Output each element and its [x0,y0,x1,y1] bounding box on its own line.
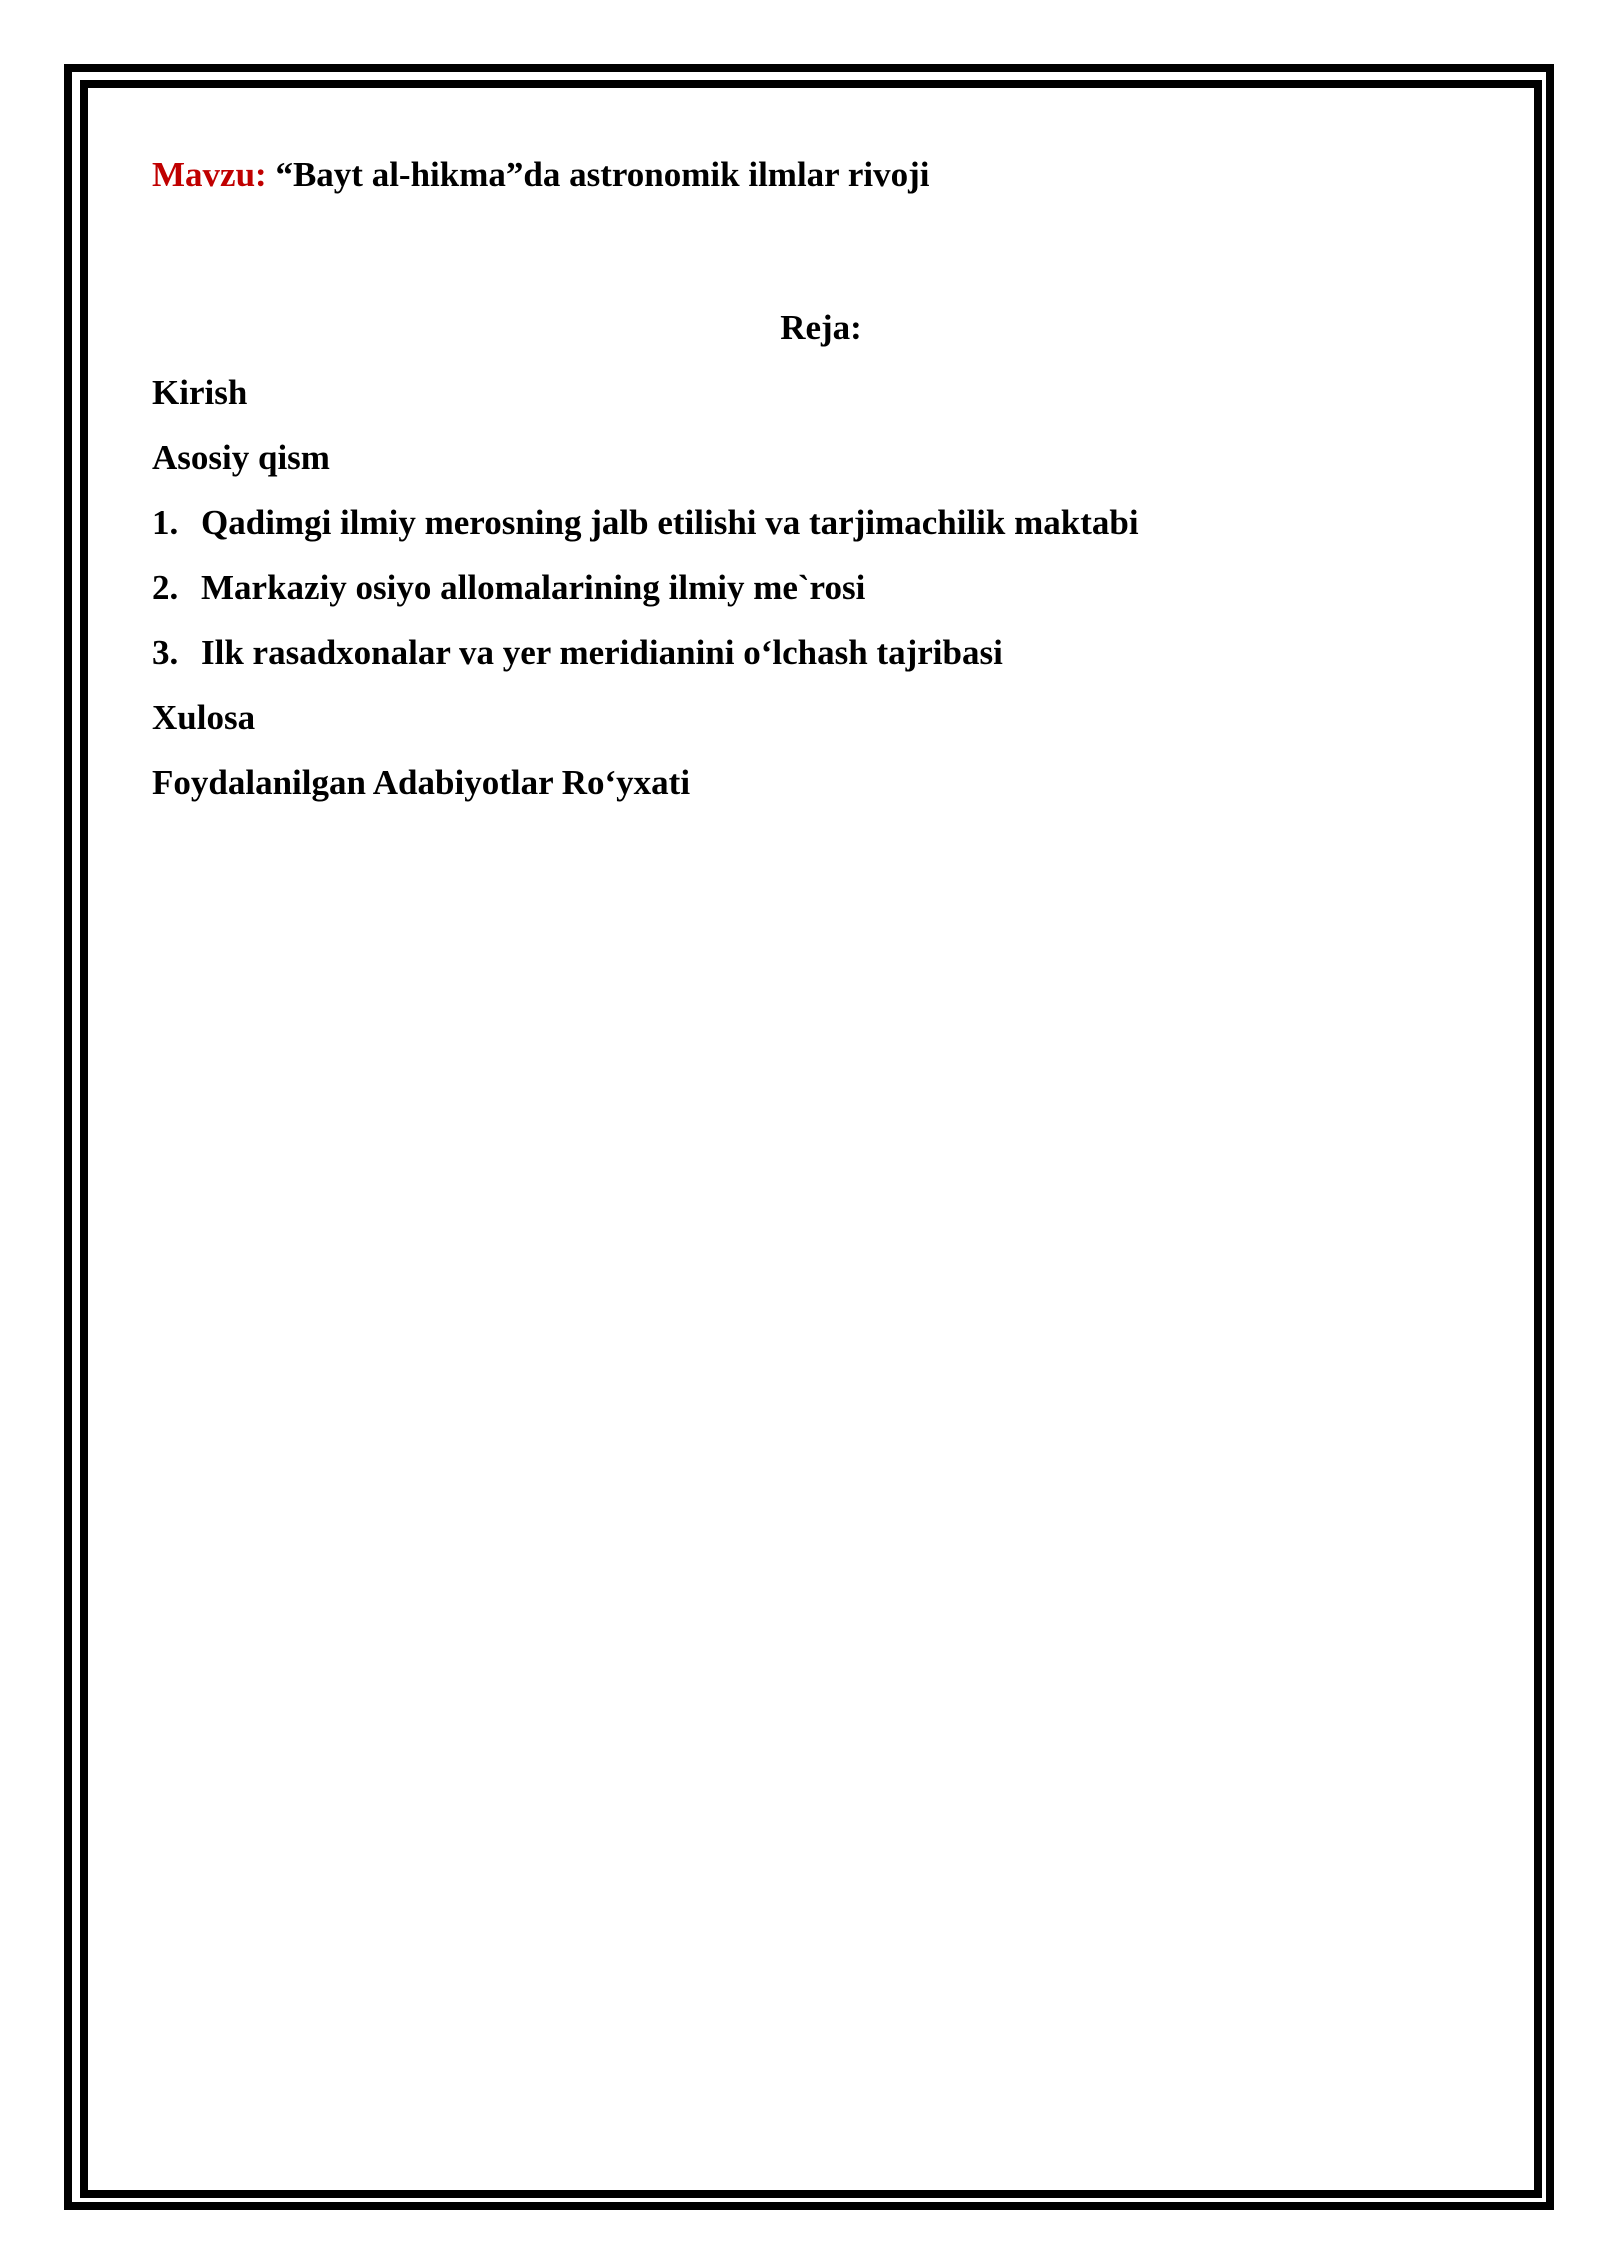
topic-line [152,155,929,195]
plan-item-number: 1. [152,503,179,542]
plan-item-number: 3. [152,633,179,672]
plan-item-introduction [152,373,1139,438]
plan-item-main-part [152,438,1139,503]
plan-item-number: 2. [152,568,179,607]
plan-item-1 [152,503,1139,568]
plan-item-2 [152,568,1139,633]
plan-item-text: Qadimgi ilmiy merosning jalb etilishi va tarjimachilik maktabi [201,503,1139,542]
plan-item-text: Asosiy qism [152,438,330,477]
plan-list [152,373,1139,828]
plan-heading: Reja: [780,308,862,347]
plan-item-text: Kirish [152,373,248,412]
plan-item-text: Ilk rasadxonalar va yer meridianini o‘lchash tajribasi [201,633,1003,672]
topic-label: Mavzu: [152,155,267,194]
plan-item-text: Xulosa [152,698,256,737]
plan-item-references [152,763,1139,828]
plan-item-text: Markaziy osiyo allomalarining ilmiy me`rosi [201,568,866,607]
plan-item-3 [152,633,1139,698]
topic-title: “Bayt al-hikma”da astronomik ilmlar rivoji [275,155,930,194]
plan-item-text: Foydalanilgan Adabiyotlar Ro‘yxati [152,763,691,802]
plan-item-conclusion [152,698,1139,763]
